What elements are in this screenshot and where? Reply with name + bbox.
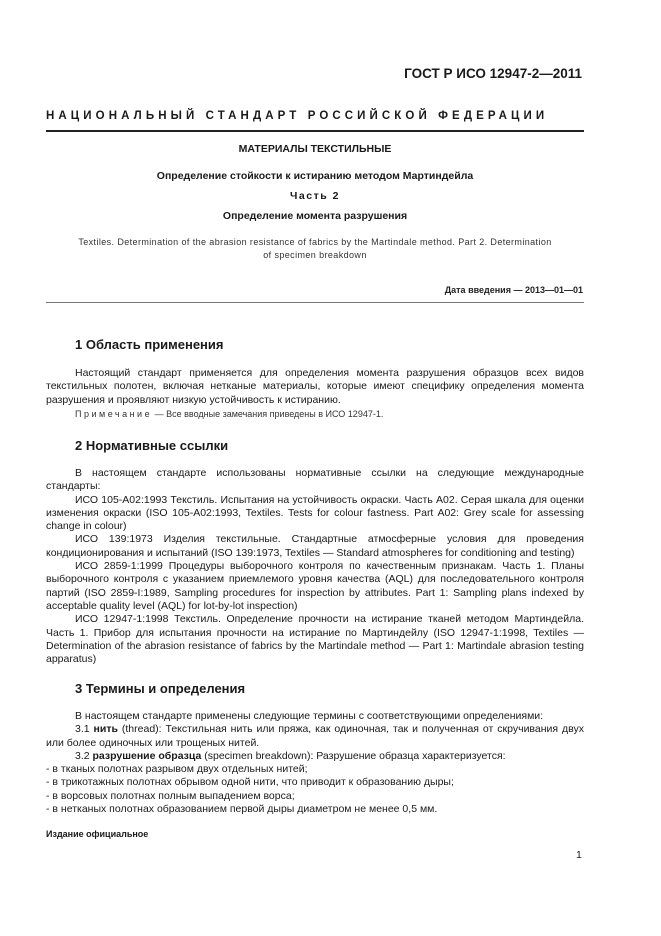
- terms-intro: В настоящем стандарте применены следующие термины с соответствующими определениями:: [75, 710, 544, 722]
- ref-item: ИСО 139:1973 Изделия текстильные. Стандартные атмосферные условия для проведения кондиционирования и испытаний (ISO 139:1973, Textiles — Standard atmospheres for conditioning and testing): [46, 533, 584, 559]
- edition-label: Издание официальное: [46, 829, 149, 839]
- document-code: ГОСТ Р ИСО 12947-2—2011: [404, 66, 582, 81]
- term-name: нить: [93, 723, 118, 736]
- introduction-date: Дата введения — 2013—01—01: [444, 285, 583, 295]
- term-definition: (thread): Текстильная нить или пряжа, как одиночная, так и полученная от скручивания двух или более одиночных или трощеных нитей.: [46, 723, 584, 749]
- ref-item: ИСО 2859-1:1999 Процедуры выборочного контроля по качественным признакам. Часть 1. Планы выборочного контроля с указанием приемлемого уровня качества (AQL) для последовательного контроля партий (ISO 2859-I:1989, Sampling procedures for inspection by attributes. Part 1: Sampling plans indexed by acceptable quality level (AQL) for lot-by-lot inspection): [46, 560, 584, 612]
- term-3-2: [46, 750, 584, 763]
- refs-intro: В настоящем стандарте использованы нормативные ссылки на следующие международные стандарты:: [46, 467, 584, 493]
- section-2-text: [46, 467, 584, 666]
- section-1-text: [46, 367, 584, 407]
- section-1-heading: 1 Область применения: [75, 337, 224, 352]
- list-item: - в ворсовых полотнах полным выпадением ворса;: [46, 789, 295, 802]
- section-3-text: [46, 710, 584, 816]
- national-standard-banner: НАЦИОНАЛЬНЫЙ СТАНДАРТ РОССИЙСКОЙ ФЕДЕРАЦИИ: [46, 110, 549, 122]
- term-number: 3.2: [75, 749, 93, 762]
- section-2-heading: 2 Нормативные ссылки: [75, 438, 229, 453]
- list-item: - в трикотажных полотнах обрывом одной нити, что приводит к образованию дыры;: [46, 776, 454, 789]
- note-lead: Примечание: [75, 409, 153, 419]
- title-line-2: Определение стойкости к истиранию методом Мартиндейла: [156, 170, 474, 182]
- section-3-heading: 3 Термины и определения: [75, 681, 246, 696]
- english-title-line-2: of specimen breakdown: [263, 250, 367, 260]
- term-definition: (specimen breakdown): Разрушение образца характеризуется:: [201, 749, 506, 762]
- term-name: разрушение образца: [92, 749, 202, 762]
- english-title-line-1: Textiles. Determination of the abrasion resistance of fabrics by the Martindale method. Part 2. Determination: [78, 237, 552, 247]
- page-number: 1: [576, 849, 582, 861]
- term-3-1: [46, 723, 584, 750]
- part-label: Часть 2: [290, 190, 340, 202]
- intro-rule: [46, 302, 584, 303]
- header-rule: [46, 130, 584, 132]
- term-number: 3.1: [75, 723, 94, 736]
- note-text: — Все вводные замечания приведены в ИСО 12947-1.: [152, 409, 384, 419]
- ref-item: ИСО 12947-1:1998 Текстиль. Определение прочности на истирание тканей методом Мартиндейла. Часть 1. Прибор для испытания прочности на истирание по Мартиндейлу (ISO 12947-1:1998, Textiles — Determination of the abrasion resistance of fabrics by the Martindale method — Part 1: Martindale abrasion testing apparatus): [46, 613, 584, 666]
- list-item: - в тканых полотнах разрывом двух отдельных нитей;: [46, 763, 308, 776]
- title-line-1: МАТЕРИАЛЫ ТЕКСТИЛЬНЫЕ: [238, 143, 392, 155]
- english-title: [46, 236, 584, 262]
- list-item: - в нетканых полотнах образованием первой дыры диаметром не менее 0,5 мм.: [46, 803, 438, 816]
- ref-item: ИСО 105-А02:1993 Текстиль. Испытания на устойчивость окраски. Часть А02. Серая шкала для оценки изменения окраски (ISO 105-A02:1993, Textiles. Tests for colour fastness. Part A02: Grey scale for assessing change in colour): [46, 493, 584, 533]
- section-1-note: [75, 409, 383, 419]
- scope-paragraph: Настоящий стандарт применяется для определения момента разрушения образцов всех видов текстильных полотен, включая нетканые материалы, которые имеют специфику определения момента разрушения и проявляют низкую устойчивость к истиранию.: [46, 367, 584, 406]
- title-line-4: Определение момента разрушения: [222, 210, 408, 222]
